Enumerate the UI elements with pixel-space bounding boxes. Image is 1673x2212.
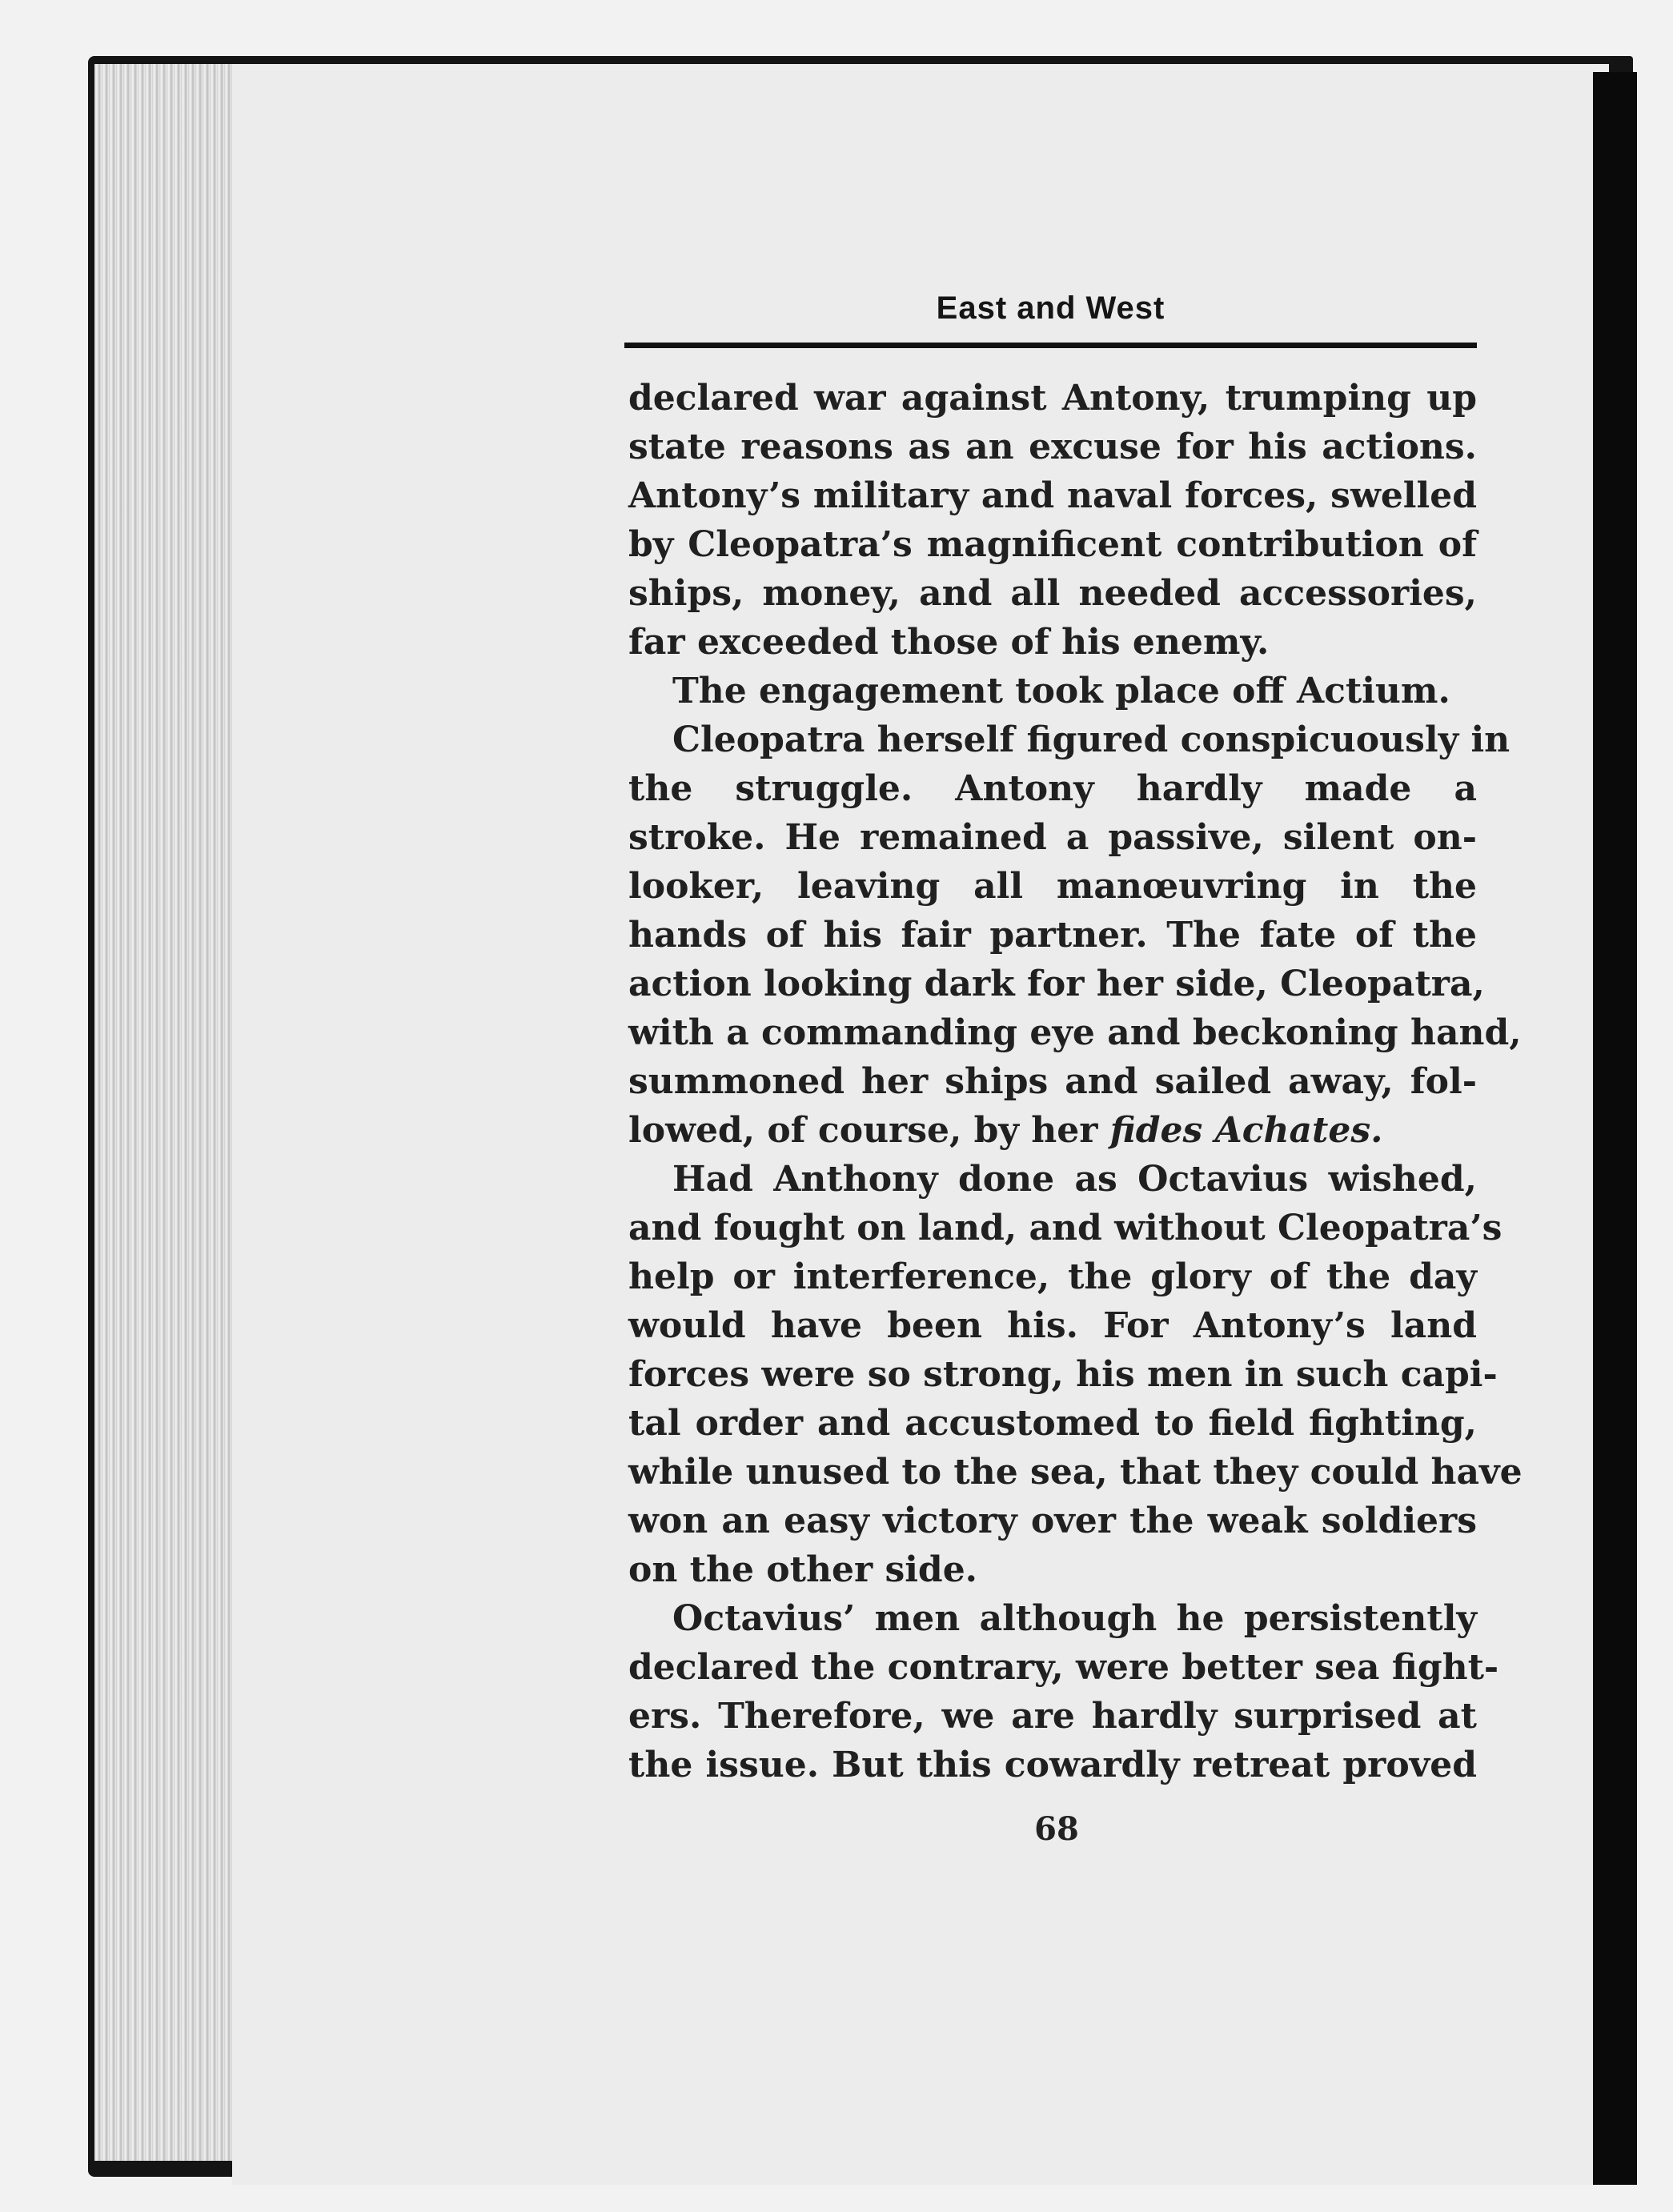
text-line-content: action looking dark for her side, Cleopatra, bbox=[628, 964, 1485, 1004]
text-line-content: help or interference, the glory of the day bbox=[628, 1256, 1477, 1297]
italic-phrase: fides Achates. bbox=[1109, 1110, 1383, 1151]
text-line-content: The engagement took place off Actium. bbox=[672, 671, 1450, 711]
text-line-content: looker, leaving all manœuvring in the bbox=[628, 866, 1477, 907]
text-line bbox=[628, 1448, 1523, 1497]
text-line bbox=[628, 471, 1477, 520]
text-line bbox=[628, 1594, 1477, 1643]
text-line-content: won an easy victory over the weak soldiers bbox=[628, 1501, 1477, 1541]
text-line-content: far exceeded those of his enemy. bbox=[628, 622, 1270, 663]
text-line bbox=[628, 1545, 1477, 1594]
text-line-content: the struggle. Antony hardly made a bbox=[628, 768, 1477, 809]
text-line bbox=[628, 1106, 1477, 1155]
text-line-content: ers. Therefore, we are hardly surprised at bbox=[628, 1696, 1477, 1737]
text-line bbox=[628, 1497, 1477, 1545]
spine-shadow bbox=[1593, 72, 1637, 2185]
text-line-content: tal order and accustomed to field fighting, bbox=[628, 1403, 1477, 1444]
text-line bbox=[628, 1008, 1522, 1057]
page-body-text bbox=[628, 374, 1523, 1789]
text-line bbox=[628, 1204, 1502, 1252]
text-line-content: Cleopatra herself figured conspicuously in bbox=[672, 719, 1511, 760]
text-line-content: state reasons as an excuse for his actions. bbox=[628, 427, 1477, 467]
text-line bbox=[628, 1350, 1498, 1399]
text-line-content: declared the contrary, were better sea fight- bbox=[628, 1647, 1499, 1688]
text-line-content: lowed, of course, by her bbox=[628, 1110, 1110, 1151]
page-number: 68 bbox=[1034, 1810, 1079, 1848]
text-line-content: declared war against Antony, trumping up bbox=[628, 378, 1477, 419]
text-line bbox=[628, 374, 1477, 423]
text-line bbox=[628, 960, 1485, 1008]
text-line-content: by Cleopatra’s magnificent contribution of bbox=[628, 524, 1477, 565]
text-line bbox=[628, 1301, 1477, 1350]
text-line bbox=[628, 862, 1477, 911]
text-line bbox=[628, 569, 1477, 618]
text-line bbox=[628, 1692, 1477, 1741]
header-rule bbox=[624, 343, 1477, 348]
text-line bbox=[628, 423, 1477, 471]
text-line bbox=[628, 911, 1477, 960]
text-line bbox=[628, 1643, 1499, 1692]
text-line-content: on the other side. bbox=[628, 1549, 978, 1590]
page-edges bbox=[94, 64, 255, 2161]
text-line bbox=[628, 1155, 1477, 1204]
text-line-content: would have been his. For Antony’s land bbox=[628, 1305, 1477, 1346]
running-head: East and West bbox=[936, 290, 1165, 326]
text-line bbox=[628, 618, 1477, 667]
text-line bbox=[628, 715, 1511, 764]
text-line-content: hands of his fair partner. The fate of the bbox=[628, 915, 1477, 956]
text-line-content: forces were so strong, his men in such capi- bbox=[628, 1354, 1498, 1395]
text-line bbox=[628, 1399, 1477, 1448]
text-line bbox=[628, 1057, 1477, 1106]
text-line-content: summoned her ships and sailed away, fol- bbox=[628, 1061, 1477, 1102]
text-line-content: with a commanding eye and beckoning hand, bbox=[628, 1012, 1522, 1053]
text-line-content: the issue. But this cowardly retreat proved bbox=[628, 1745, 1477, 1785]
text-line-content: while unused to the sea, that they could have bbox=[628, 1452, 1523, 1493]
text-line bbox=[628, 667, 1477, 715]
text-line-content: Had Anthony done as Octavius wished, bbox=[672, 1159, 1477, 1200]
text-line-content: ships, money, and all needed accessories, bbox=[628, 573, 1477, 614]
text-line bbox=[628, 520, 1477, 569]
text-line bbox=[628, 813, 1477, 862]
text-line-content: stroke. He remained a passive, silent on- bbox=[628, 817, 1477, 858]
text-line bbox=[628, 764, 1477, 813]
text-line-content: and fought on land, and without Cleopatra’s bbox=[628, 1208, 1502, 1248]
text-line bbox=[628, 1252, 1477, 1301]
text-line-content: Octavius’ men although he persistently bbox=[672, 1598, 1477, 1639]
text-line bbox=[628, 1741, 1477, 1789]
text-line-content: Antony’s military and naval forces, swelled bbox=[628, 475, 1477, 516]
